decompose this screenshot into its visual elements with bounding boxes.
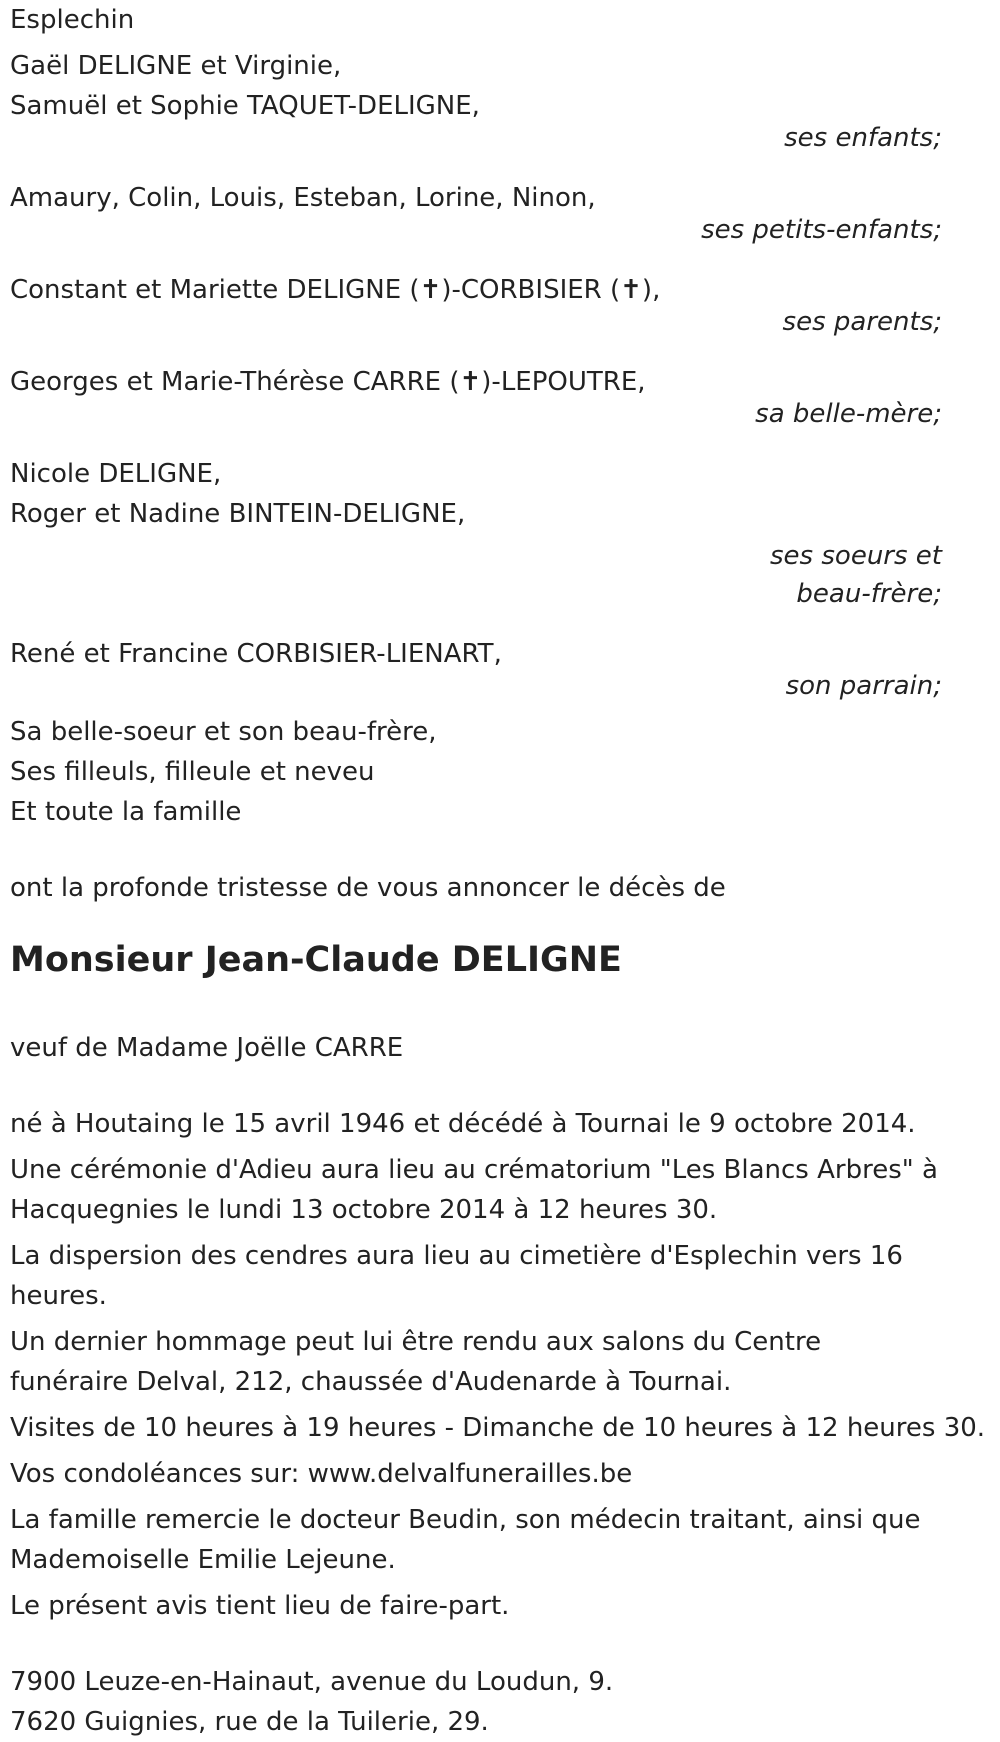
widower-of: veuf de Madame Joëlle CARRE <box>10 1033 404 1063</box>
relation-label: ses soeurs et <box>770 541 942 571</box>
family-name-line: Nicole DELIGNE, <box>10 459 222 489</box>
spacer <box>10 832 942 868</box>
family-name-line: Gaël DELIGNE et Virginie, <box>10 51 342 81</box>
family-group-godfather <box>10 634 942 706</box>
relation-label: ses petits-enfants; <box>701 215 942 245</box>
addresses <box>10 1662 942 1742</box>
detail-paragraph: La dispersion des cendres aura lieu au cimetière d'Esplechin vers 16 heures. <box>10 1241 903 1311</box>
detail-paragraph: né à Houtaing le 15 avril 1946 et décédé à Tournai le 9 octobre 2014. <box>10 1109 916 1139</box>
condolences-line: Vos condoléances sur: www.delvalfunerailles.be <box>10 1459 633 1489</box>
location: Esplechin <box>10 5 135 35</box>
relation-label: ses parents; <box>782 307 942 337</box>
announcement: ont la profonde tristesse de vous annoncer le décès de <box>10 873 726 903</box>
family-group-grandchildren <box>10 178 942 250</box>
family-name-line: Amaury, Colin, Louis, Esteban, Lorine, Ninon, <box>10 183 596 213</box>
address-line: 7620 Guignies, rue de la Tuilerie, 29. <box>10 1707 489 1737</box>
relation-label: beau-frère; <box>796 579 942 609</box>
relation-label: ses enfants; <box>784 123 942 153</box>
family-name-line: Georges et Marie-Thérèse CARRE (✝)-LEPOUTRE, <box>10 367 646 397</box>
spacer <box>10 1632 942 1662</box>
other-family-line: Ses filleuls, filleule et neveu <box>10 757 375 787</box>
family-name-line: Samuël et Sophie TAQUET-DELIGNE, <box>10 91 480 121</box>
other-family-line: Et toute la famille <box>10 797 242 827</box>
family-group-mother-in-law <box>10 362 942 434</box>
deceased-name: Monsieur Jean-Claude DELIGNE <box>10 940 622 980</box>
other-family-line: Sa belle-soeur et son beau-frère, <box>10 717 437 747</box>
family-name-line: Roger et Nadine BINTEIN-DELIGNE, <box>10 499 466 529</box>
family-name-line: Constant et Mariette DELIGNE (✝)-CORBISIER (✝), <box>10 275 661 305</box>
details <box>10 1104 986 1626</box>
detail-paragraph: Une cérémonie d'Adieu aura lieu au crématorium "Les Blancs Arbres" à Hacquegnies le lundi 13 octobre 2014 à 12 heures 30. <box>10 1155 938 1225</box>
other-family <box>10 712 942 832</box>
detail-paragraph: Visites de 10 heures à 19 heures - Dimanche de 10 heures à 12 heures 30. <box>10 1413 986 1443</box>
family-group-parents <box>10 270 942 342</box>
detail-paragraph: La famille remercie le docteur Beudin, son médecin traitant, ainsi que Mademoiselle Emilie Lejeune. <box>10 1505 921 1575</box>
family-name-line: René et Francine CORBISIER-LIENART, <box>10 639 502 669</box>
detail-paragraph: Le présent avis tient lieu de faire-part. <box>10 1591 510 1621</box>
family-group-children <box>10 46 942 158</box>
relation-label: son parrain; <box>785 671 942 701</box>
address-line: 7900 Leuze-en-Hainaut, avenue du Loudun, 9. <box>10 1667 614 1697</box>
detail-paragraph: Un dernier hommage peut lui être rendu aux salons du Centre funéraire Delval, 212, chaussée d'Audenarde à Tournai. <box>10 1327 822 1397</box>
family-group-sisters <box>10 454 942 614</box>
relation-label: sa belle-mère; <box>755 399 942 429</box>
